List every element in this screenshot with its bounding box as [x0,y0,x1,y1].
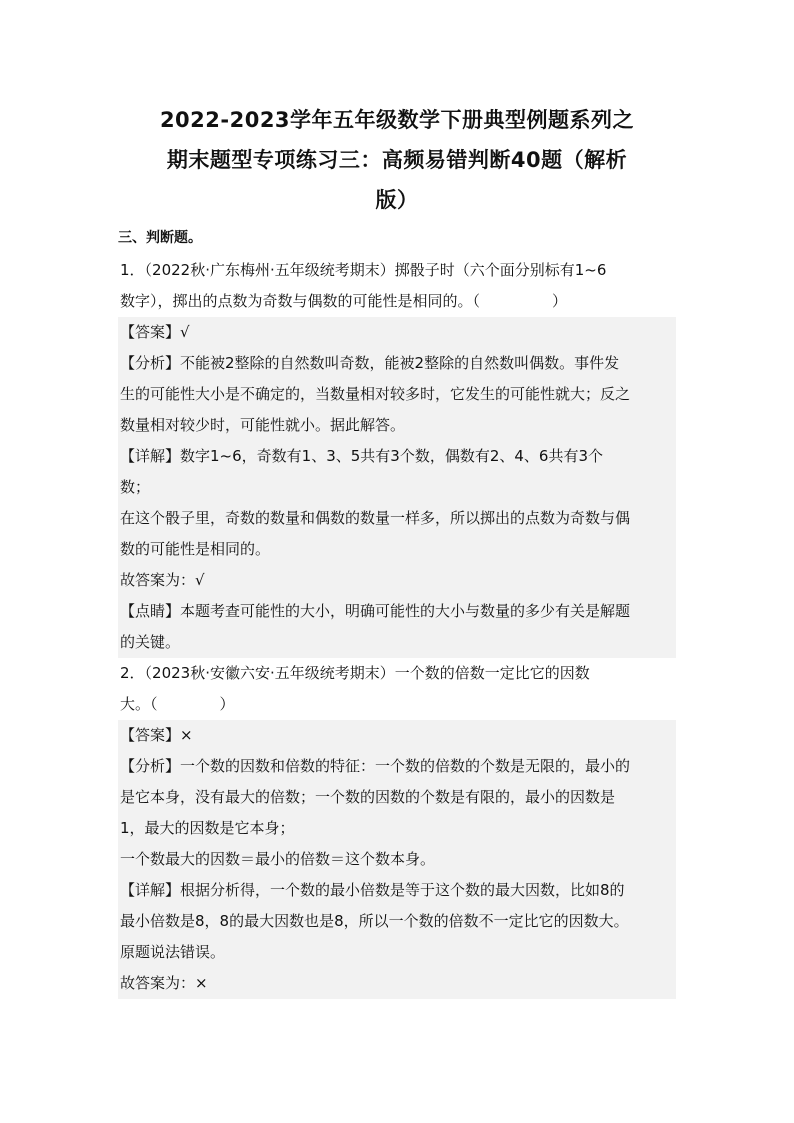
q2-stem-text: 大。（ [120,695,158,713]
q2-detail-line-1: 【详解】根据分析得，一个数的最小倍数是等于这个数的最大因数，比如8的 [118,875,676,906]
section-heading: 三、判断题。 [118,230,202,246]
q1-answer: 【答案】√ [118,317,676,348]
q2-stem-line-1: 2．（2023秋·安徽六安·五年级统考期末）一个数的倍数一定比它的因数 [120,664,590,682]
q1-stem-text: 数字），掷出的点数为奇数与偶数的可能性是相同的。（ [120,292,481,310]
q2-stem-close-paren: ） [219,695,235,713]
q2-analysis-line-1: 【分析】一个数的因数和倍数的特征：一个数的倍数的个数是无限的，最小的 [118,751,676,782]
q2-analysis-line-4: 一个数最大的因数＝最小的倍数＝这个数本身。 [118,844,676,875]
q2-detail-line-3: 原题说法错误。 [118,937,676,968]
q2-detail-line-2: 最小倍数是8，8的最大因数也是8，所以一个数的倍数不一定比它的因数大。 [118,906,676,937]
document-title-line-2: 期末题型专项练习三：高频易错判断40题（解析 [166,148,628,172]
q1-analysis-line-3: 数量相对较少时，可能性就小。据此解答。 [118,410,676,441]
q1-detail-line-3: 在这个骰子里，奇数的数量和偶数的数量一样多，所以掷出的点数为奇数与偶 [118,503,676,534]
q1-stem-line-1: 1．（2022秋·广东梅州·五年级统考期末）掷骰子时（六个面分别标有1~6 [120,261,607,279]
q1-stem-line-2 [118,286,676,317]
q1-detail-line-2: 数； [118,472,676,503]
q1-detail-line-1: 【详解】数字1~6，奇数有1、3、5共有3个数，偶数有2、4、6共有3个 [118,441,676,472]
q2-analysis-line-2: 是它本身，没有最大的倍数；一个数的因数的个数是有限的，最小的因数是 [118,782,676,813]
q1-conclusion: 故答案为：√ [118,565,676,596]
document-title-line-3: 版） [375,188,419,212]
q1-analysis-line-1: 【分析】不能被2整除的自然数叫奇数，能被2整除的自然数叫偶数。事件发 [118,348,676,379]
q1-detail-line-4: 数的可能性是相同的。 [118,534,676,565]
q2-stem-line-2 [118,689,676,720]
q1-analysis-line-2: 生的可能性大小是不确定的，当数量相对较多时，它发生的可能性就大；反之 [118,379,676,410]
q2-answer: 【答案】× [118,720,676,751]
q1-comment-line-2: 的关键。 [118,627,676,658]
q1-stem-close-paren: ） [552,292,568,310]
q2-conclusion: 故答案为：× [118,968,676,999]
document-title-line-1: 2022-2023学年五年级数学下册典型例题系列之 [159,108,635,132]
q2-analysis-line-3: 1，最大的因数是它本身； [118,813,676,844]
q1-comment-line-1: 【点睛】本题考查可能性的大小，明确可能性的大小与数量的多少有关是解题 [118,596,676,627]
